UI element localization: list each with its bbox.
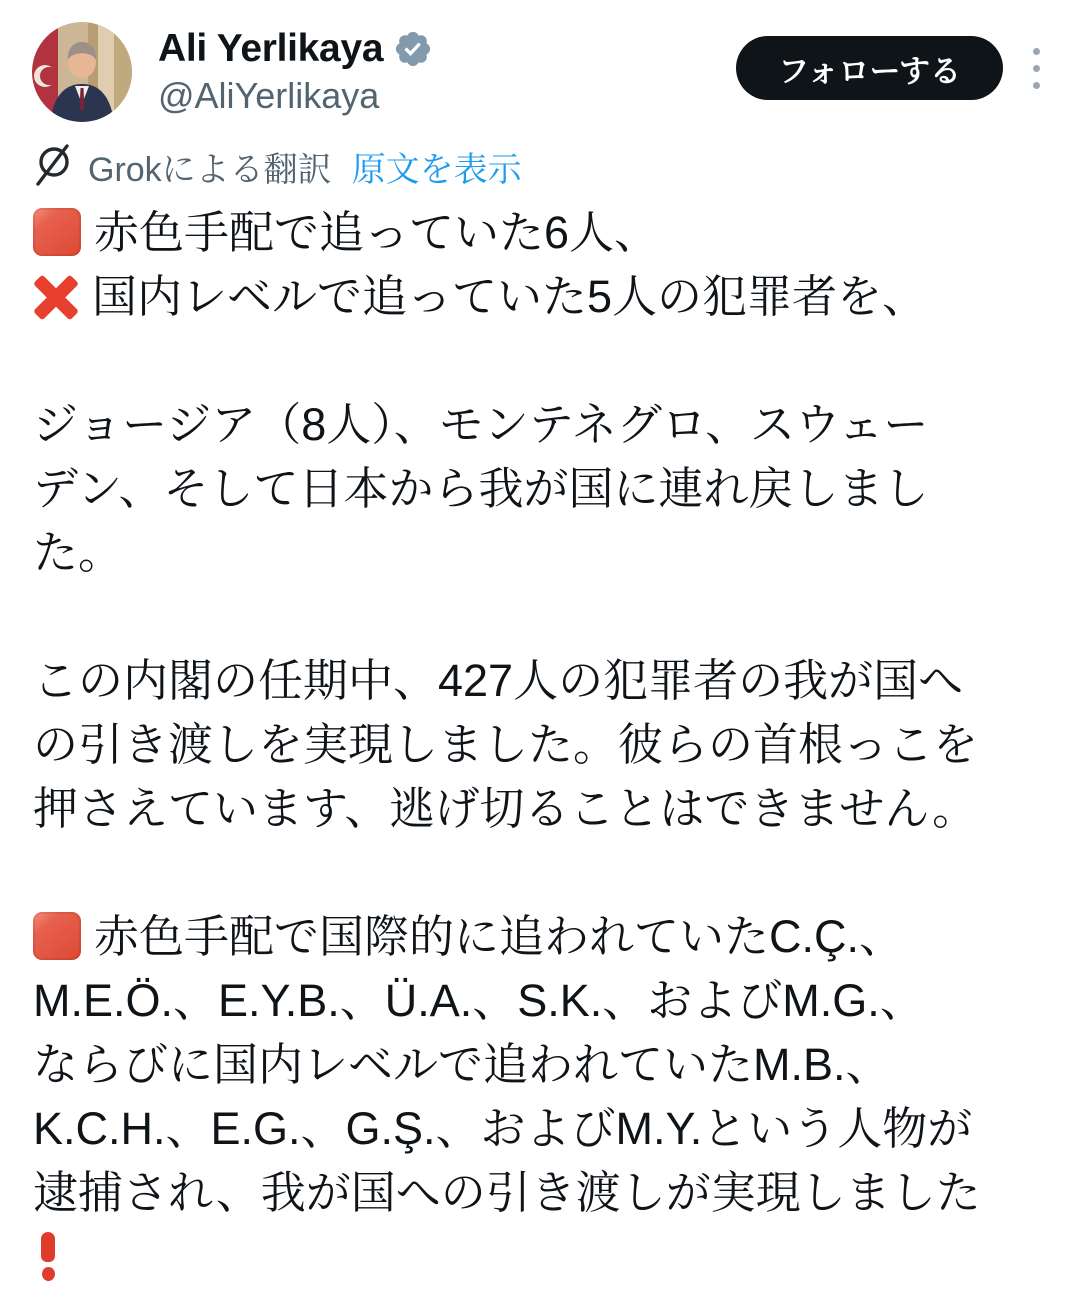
tweet-body xyxy=(0,201,1080,1289)
grok-icon xyxy=(32,144,74,188)
tweet-line xyxy=(33,1225,1070,1289)
tweet-line xyxy=(33,1097,1070,1161)
tweet-text: た。 xyxy=(33,527,124,578)
tweet-line xyxy=(33,521,1070,585)
tweet-line xyxy=(33,777,1070,841)
tweet-line xyxy=(33,329,1070,393)
tweet-line xyxy=(33,393,1070,457)
tweet-text: の引き渡しを実現しました。彼らの首根っこを xyxy=(33,719,979,770)
account-names xyxy=(158,22,736,117)
follow-button[interactable]: フォローする xyxy=(736,36,1003,100)
tweet-text: 赤色手配で追っていた6人、 xyxy=(94,207,660,258)
tweet-text: 逮捕され、我が国への引き渡しが実現しました xyxy=(33,1167,981,1218)
profile-photo xyxy=(32,22,132,122)
tweet-line xyxy=(33,585,1070,649)
verified-badge-icon xyxy=(393,29,433,69)
red-square-emoji xyxy=(33,912,81,960)
tweet-line xyxy=(33,969,1070,1033)
tweet-text: ジョージア（8人）、モンテネグロ、スウェー xyxy=(33,399,929,450)
tweet-line xyxy=(33,713,1070,777)
tweet-line xyxy=(33,457,1070,521)
more-button[interactable] xyxy=(1031,46,1042,91)
tweet-header xyxy=(0,0,1080,122)
tweet-text: 国内レベルで追っていた5人の犯罪者を、 xyxy=(92,271,928,322)
tweet-text: 赤色手配で国際的に追われていたC.Ç.、 xyxy=(94,911,905,962)
tweet-line xyxy=(33,201,1070,265)
tweet-text: K.C.H.、E.G.、G.Ş.、およびM.Y.という人物が xyxy=(33,1103,973,1154)
handle[interactable]: @AliYerlikaya xyxy=(158,75,380,116)
more-vertical-icon xyxy=(1033,65,1040,72)
translation-bar xyxy=(0,144,1080,188)
tweet-line xyxy=(33,1161,1070,1225)
tweet-line xyxy=(33,265,1070,329)
tweet-text: デン、そして日本から我が国に連れ戻しまし xyxy=(33,463,929,514)
show-original-link[interactable]: 原文を表示 xyxy=(351,150,522,189)
translation-provider-label: Grokによる翻訳 xyxy=(88,150,332,189)
exclamation-emoji xyxy=(38,1232,58,1282)
tweet-text: この内閣の任期中、427人の犯罪者の我が国へ xyxy=(33,655,964,706)
cross-mark-emoji xyxy=(33,274,79,320)
more-vertical-icon xyxy=(1033,82,1040,89)
red-square-emoji xyxy=(33,208,81,256)
tweet-line xyxy=(33,1033,1070,1097)
tweet-line xyxy=(33,649,1070,713)
avatar[interactable] xyxy=(32,22,132,122)
tweet-line xyxy=(33,841,1070,905)
tweet-text: ならびに国内レベルで追われていたM.B.、 xyxy=(33,1039,891,1090)
more-vertical-icon xyxy=(1033,48,1040,55)
tweet-line xyxy=(33,905,1070,969)
tweet-text: 押さえています、逃げ切ることはできません。 xyxy=(33,783,978,834)
tweet-text: M.E.Ö.、E.Y.B.、Ü.A.、S.K.、およびM.G.、 xyxy=(33,975,925,1026)
display-name[interactable]: Ali Yerlikaya xyxy=(158,27,384,70)
